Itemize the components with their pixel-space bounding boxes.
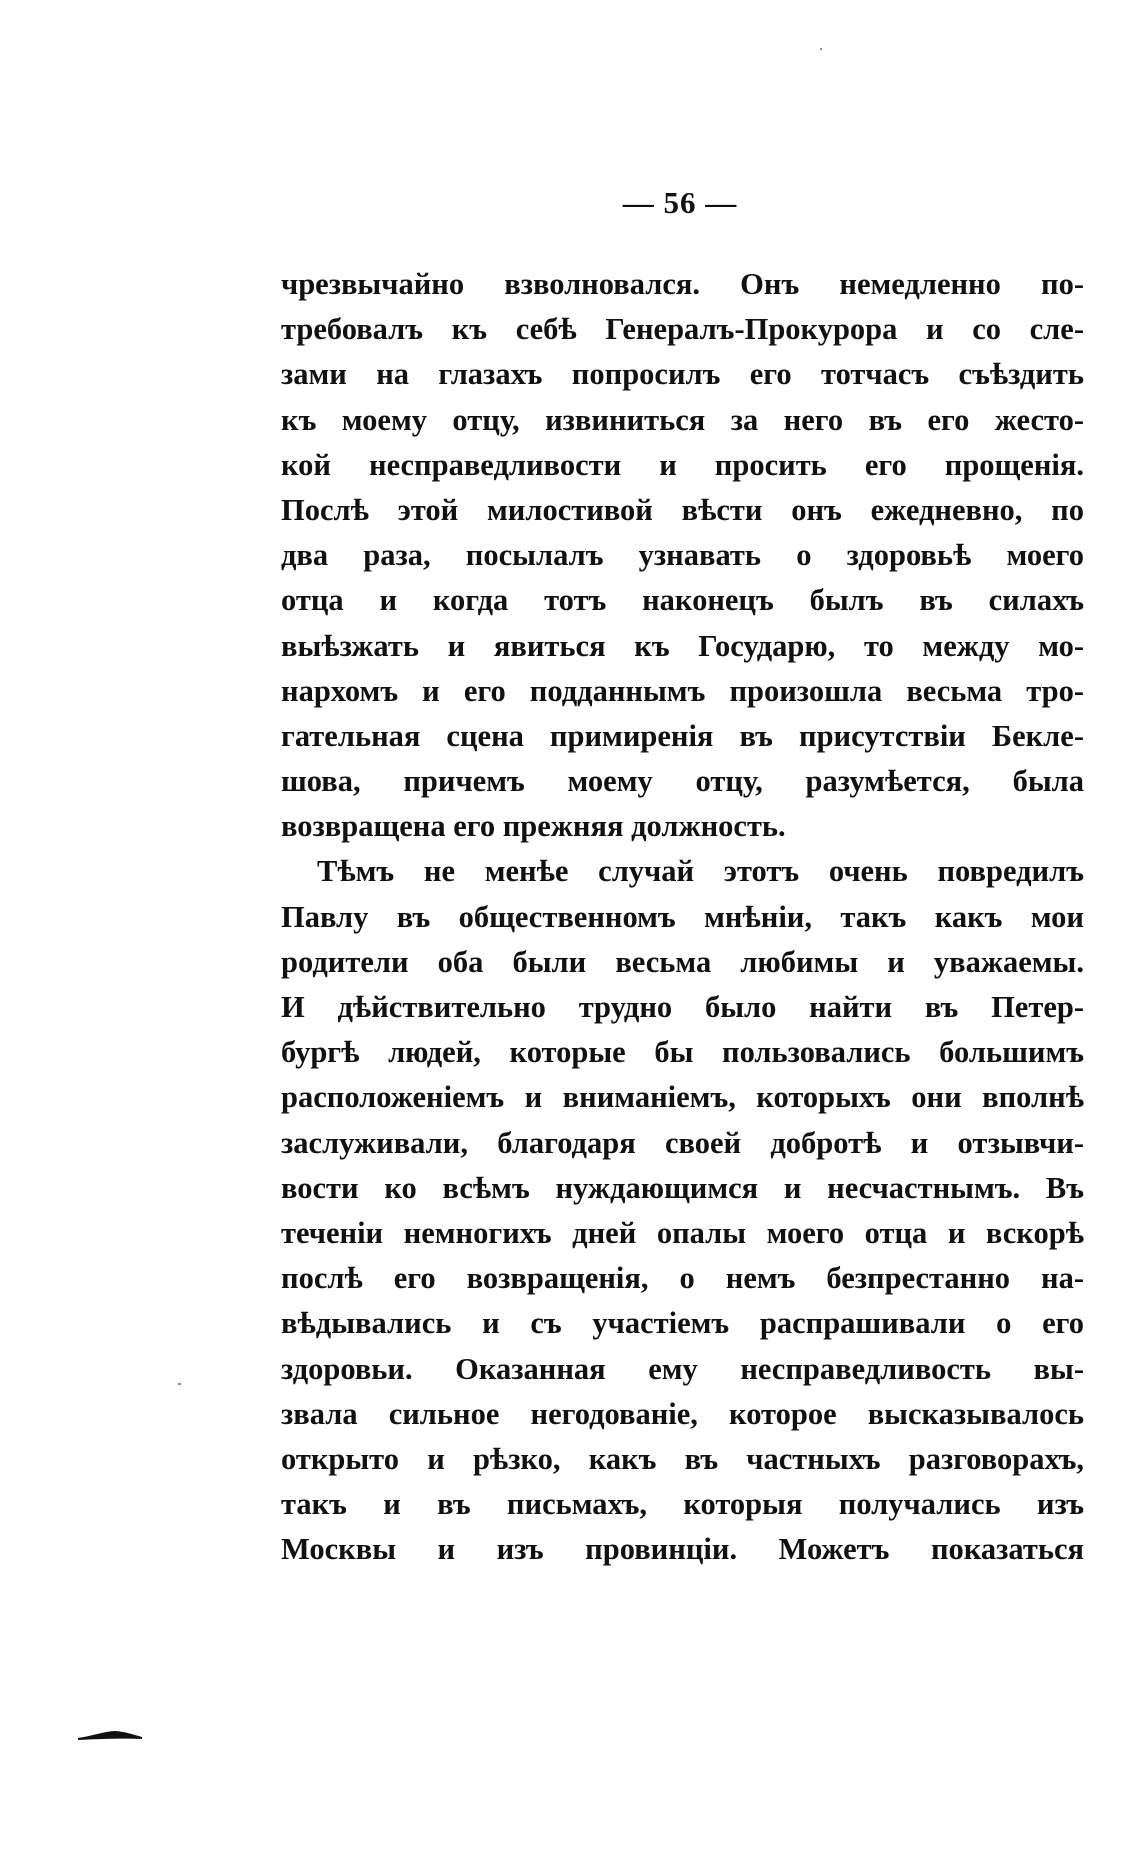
text-line: чрезвычайно взволновался. Онъ немедленно по-	[281, 267, 1084, 301]
scan-speck	[178, 1383, 181, 1385]
body-text	[281, 262, 1084, 1572]
text-line: родители оба были весьма любимы и уважаемы.	[281, 944, 1084, 979]
text-line: расположеніемъ и вниманіемъ, которыхъ они вполнѣ	[281, 1080, 1084, 1115]
text-line: зами на глазахъ попросилъ его тотчасъ съѣздить	[281, 357, 1084, 392]
text-line: къ моему отцу, извиниться за него въ его жесто-	[281, 402, 1084, 437]
paragraph	[281, 262, 1084, 849]
text-line: звала сильное негодованіе, которое высказывалось	[281, 1396, 1084, 1431]
text-line: Тѣмъ не менѣе случай этотъ очень повредилъ	[317, 854, 1084, 889]
text-line: два раза, посылалъ узнавать о здоровьѣ моего	[281, 538, 1084, 573]
text-line: заслуживали, благодаря своей добротѣ и отзывчи-	[281, 1125, 1084, 1160]
paragraph	[281, 849, 1084, 1572]
text-line: требовалъ къ себѣ Генералъ-Прокурора и со сле-	[281, 312, 1084, 347]
page-number: — 56 —	[622, 185, 738, 220]
text-line: Павлу въ общественномъ мнѣніи, такъ какъ мои	[281, 899, 1084, 934]
text-line: Москвы и изъ провинціи. Можетъ показаться	[281, 1532, 1084, 1567]
scan-speck	[820, 48, 822, 50]
text-line: теченіи немногихъ дней опалы моего отца и вскорѣ	[281, 1215, 1084, 1250]
text-line: вости ко всѣмъ нуждающимся и несчастнымъ. Въ	[281, 1170, 1084, 1205]
text-line: нархомъ и его подданнымъ произошла весьма тро-	[281, 673, 1084, 708]
text-line: И дѣйствительно трудно было найти въ Петер-	[281, 990, 1084, 1024]
text-line: вѣдывались и съ участіемъ распрашивали о его	[281, 1306, 1084, 1341]
text-line: бургѣ людей, которые бы пользовались большимъ	[281, 1035, 1084, 1070]
text-line: Послѣ этой милостивой вѣсти онъ ежедневно, по	[281, 492, 1084, 527]
text-line: выѣзжать и явиться къ Государю, то между мо-	[281, 628, 1084, 663]
text-line: послѣ его возвращенія, о немъ безпрестанно на-	[281, 1261, 1084, 1296]
ink-mark	[78, 1730, 142, 1740]
text-line: здоровьи. Оказанная ему несправедливость вы-	[281, 1351, 1084, 1386]
text-line: шова, причемъ моему отцу, разумѣется, была	[281, 764, 1084, 799]
text-line: гательная сцена примиренія въ присутствіи Бекле-	[281, 718, 1084, 753]
text-line: открыто и рѣзко, какъ въ частныхъ разговорахъ,	[281, 1441, 1084, 1476]
text-line: кой несправедливости и просить его прощенія.	[281, 447, 1084, 482]
text-line: возвращена его прежняя должность.	[281, 809, 786, 844]
text-line: отца и когда тотъ наконецъ былъ въ силахъ	[281, 583, 1084, 618]
text-line: такъ и въ письмахъ, которыя получались изъ	[281, 1487, 1084, 1522]
